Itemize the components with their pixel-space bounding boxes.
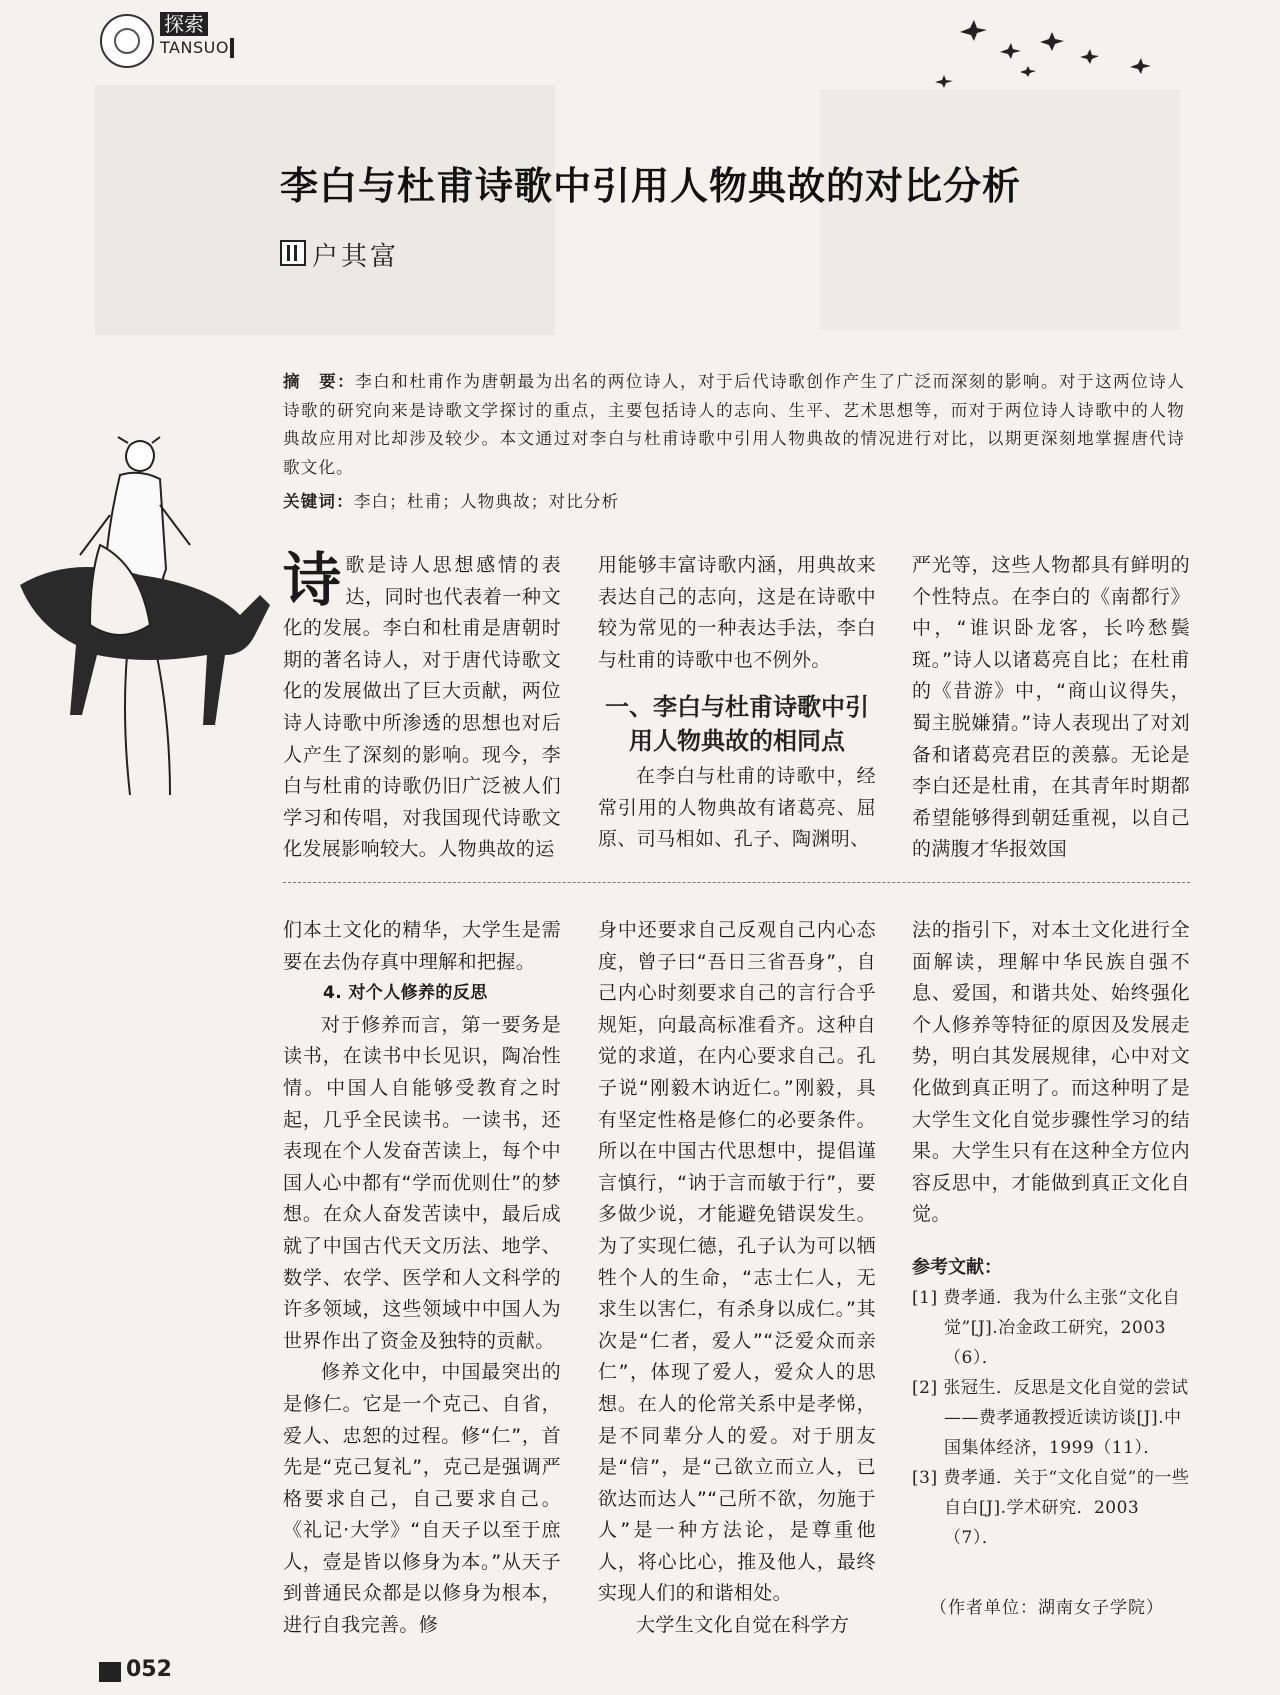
reference-item: [1] 费孝通．我为什么主张“文化自觉”[J].冶金政工研究，2003（6）． (912, 1288, 1181, 1368)
page-number-mark (99, 1662, 121, 1682)
body-column-2-continued (598, 761, 876, 856)
keywords-text: 李白；杜甫；人物典故；对比分析 (353, 492, 620, 511)
references-heading: 参考文献： (912, 1257, 1002, 1278)
drop-cap: 诗 (283, 546, 342, 614)
body-text: 大学生文化自觉在科学方 (636, 1614, 850, 1637)
journal-logo (100, 14, 154, 68)
author-affiliation: （作者单位：湖南女子学院） (930, 1598, 1164, 1618)
keywords (283, 488, 619, 512)
body-text: 歌是诗人思想感情的表达，同时也代表着一种文化的发展。李白和杜甫是唐朝时期的著名诗人，对于唐代诗歌文化的发展做出了巨大贡献，两位诗人诗歌中所渗透的思想也对后人产生了深刻的影响。现今，李白与杜甫的诗歌仍旧广泛被人们学习和传唱，对我国现代诗歌文化发展影响较大。人物典故的运 (283, 554, 561, 861)
keywords-label: 关键词： (283, 492, 354, 511)
body-text: 用能够丰富诗歌内涵，用典故来表达自己的志向，这是在诗歌中较为常见的一种表达手法，李白与杜甫的诗歌中也不例外。 (598, 554, 876, 671)
section-label-cn: 探索 (160, 12, 208, 36)
body-text: 身中还要求自己反观自己内心态度，曾子曰“吾日三省吾身”，自己内心时刻要求自己的言行合乎规矩，向最高标准看齐。这种自觉的求道，在内心要求自己。孔子说“刚毅木讷近仁。”刚毅，具有坚定性格是修仁的必要条件。所以在中国古代思想中，提倡谨言慎行，“讷于言而敏于行”，要多做少说，才能避免错误发生。为了实现仁德，孔子认为可以牺牲个人的生命，“志士仁人，无求生以害仁，有杀身以成仁。”其次是“仁者，爱人”“泛爱众而亲仁”，体现了爱人，爱众人的思想。在人的伦常关系中是孝悌，是不同辈分人的爱。对于朋友是“信”，是“己欲立而立人，已欲达而达人”“己所不欲，勿施于人”是一种方法论，是尊重他人，将心比心，推及他人，最终实现人们的和谐相处。 (598, 919, 876, 1605)
page-number: 052 (126, 1657, 172, 1682)
author-icon (280, 240, 306, 266)
body-column-1 (283, 546, 561, 866)
body-column-3 (912, 550, 1190, 866)
background-panel (95, 85, 555, 335)
article-author: 户其富 (312, 242, 400, 272)
article-title: 李白与杜甫诗歌中引用人物典故的对比分析 (280, 164, 1022, 208)
subheading: 4. 对个人修养的反思 (323, 983, 488, 1004)
prev-article-column-3 (912, 915, 1190, 1231)
abstract (283, 368, 1185, 482)
body-text: 修养文化中，中国最突出的是修仁。它是一个克己、自省，爱人、忠恕的过程。修“仁”，首先是“克己复礼”，克己是强调严格要求自己，自己要求自己。《礼记·大学》“自天子以至于庶人，壹是皆以修身为本。”从天子到普通民众都是以修身为根本，进行自我完善。修 (283, 1361, 561, 1637)
body-text: 在李白与杜甫的诗歌中，经常引用的人物典故有诸葛亮、屈原、司马相如、孔子、陶渊明、 (598, 765, 876, 851)
section-heading: 一、李白与杜甫诗歌中引用人物典故的相同点 (605, 693, 869, 755)
body-column-2 (598, 550, 876, 676)
body-text: 们本土文化的精华，大学生是需要在去伪存真中理解和把握。 (283, 919, 561, 973)
body-text: 对于修养而言，第一要务是读书，在读书中长见识，陶冶性情。中国人自能够受教育之时起，几乎全民读书。一读书，还表现在个人发奋苦读上，每个中国人心中都有“学而优则仕”的梦想。在众人奋发苦读中，最后成就了中国古代天文历法、地学、数学、农学、医学和人文科学的许多领域，这些领域中中国人为世界作出了资金及独特的贡献。 (283, 1013, 561, 1352)
poet-on-donkey-illustration (10, 435, 280, 815)
body-text: 严光等，这些人物都具有鲜明的个性特点。在李白的《南都行》中，“谁识卧龙客，长吟愁鬓斑。”诗人以诸葛亮自比；在杜甫的《昔游》中，“商山议得失，蜀主脱嫌猜。”诗人表现出了对刘备和诸葛亮君臣的羡慕。无论是李白还是杜甫，在其青年时期都希望能够得到朝廷重视，以自己的满腹才华报效国 (912, 554, 1190, 861)
prev-article-column-1 (283, 915, 561, 1642)
body-text: 法的指引下，对本土文化进行全面解读，理解中华民族自强不息、爱国，和谐共处、始终强化个人修养等特征的原因及发展走势，明白其发展规律，心中对文化做到真正明了。而这种明了是大学生文化自觉步骤性学习的结果。大学生只有在这种全方位内容反思中，才能做到真正文化自觉。 (912, 919, 1190, 1226)
references-list (912, 1283, 1190, 1553)
article-separator (283, 882, 1190, 883)
reference-item: [2] 张冠生．反思是文化自觉的尝试——费孝通教授近读访谈[J].中国集体经济，1999（11）． (912, 1378, 1189, 1458)
flying-birds-illustration (930, 12, 1190, 102)
header-divider (230, 38, 234, 58)
background-panel (820, 90, 1180, 330)
prev-article-column-2 (598, 915, 876, 1642)
reference-item: [3] 费孝通．关于“文化自觉”的一些自白[J].学术研究．2003（7）． (912, 1468, 1190, 1548)
abstract-text: 李白和杜甫作为唐朝最为出名的两位诗人，对于后代诗歌创作产生了广泛而深刻的影响。对于这两位诗人诗歌的研究向来是诗歌文学探讨的重点，主要包括诗人的志向、生平、艺术思想等，而对于两位诗人诗歌中的人物典故应用对比却涉及较少。本文通过对李白与杜甫诗歌中引用人物典故的情况进行对比，以期更深刻地掌握唐代诗歌文化。 (283, 372, 1185, 477)
section-label-en: TANSUO (160, 38, 229, 57)
abstract-label: 摘 要： (283, 372, 356, 391)
